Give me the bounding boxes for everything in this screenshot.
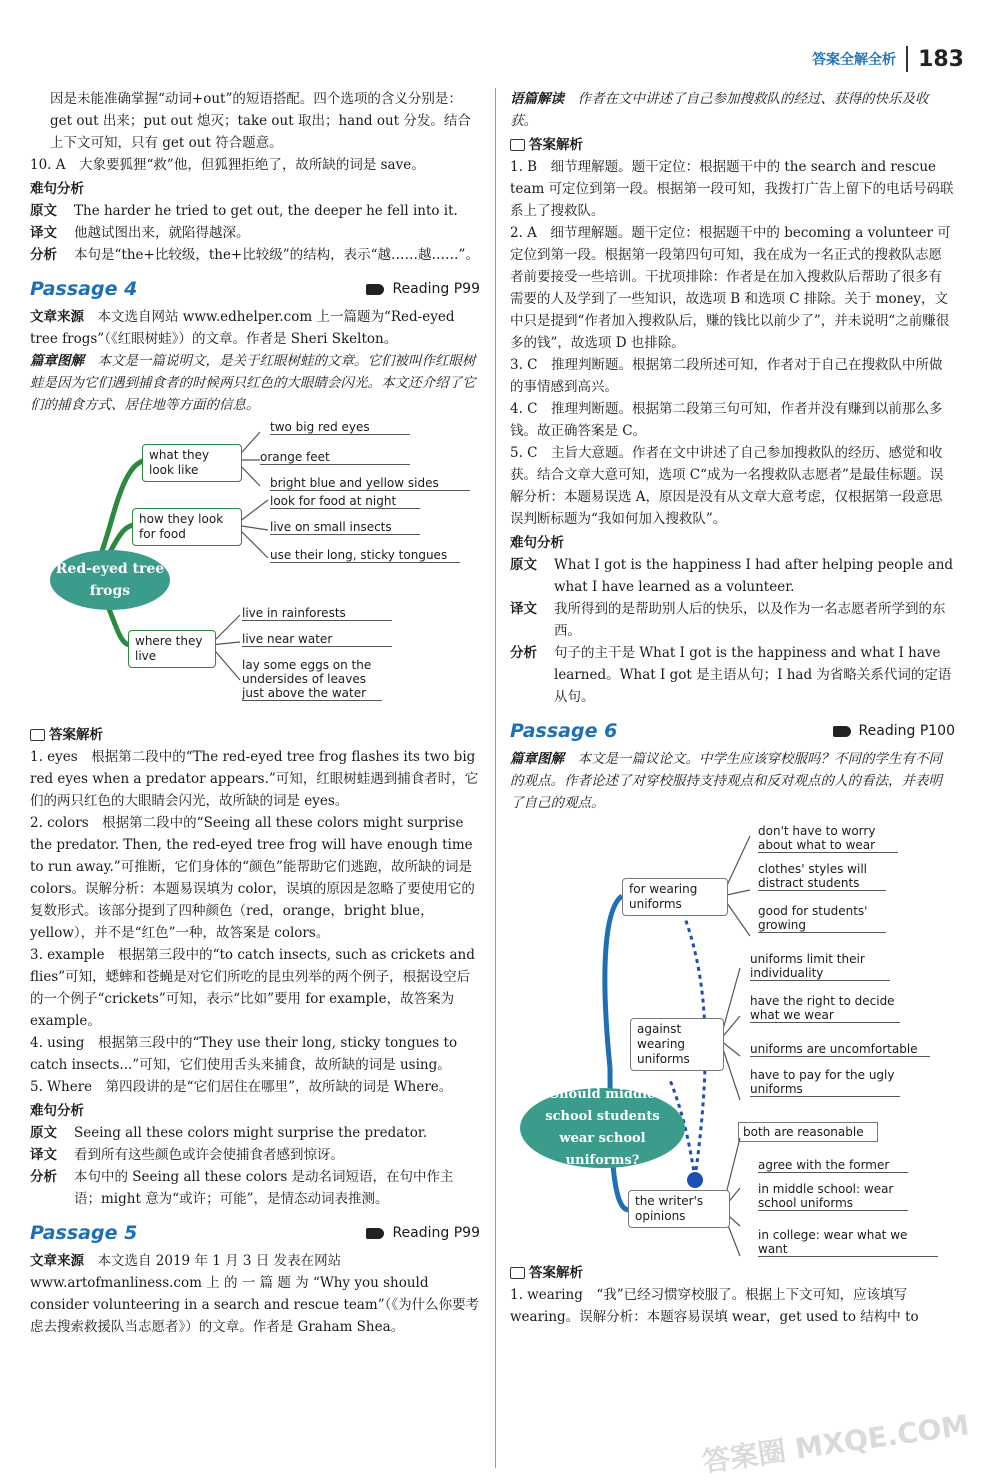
label-translation: 译文 bbox=[30, 225, 57, 241]
passage-title: Passage 5 bbox=[30, 1222, 138, 1244]
leaf: uniforms are uncomfortable bbox=[750, 1042, 930, 1057]
answer-item: 2. A 细节理解题。题干定位：根据题干中的 becoming a volunteer 可定位到第一段。根据第一段第四句可知，我在成为一名正式的搜救队志愿者前要接受一些培训。干扰项排除：作者是在加入搜救队后帮助了很多有需要的人及学到了一些知识，故选项 B 和选项 C 排除。关于 money，文中只是提到“作者加入搜救队后，赚的钱比以前少了”，并未说明“之前赚很多的钱”，故选项 D 也排除。 bbox=[510, 225, 951, 351]
pointing-hand-icon bbox=[366, 284, 384, 295]
leaf: in college: wear what we want bbox=[758, 1228, 938, 1257]
passage-title: Passage 6 bbox=[510, 720, 618, 742]
leaf: good for students' growing bbox=[758, 904, 886, 933]
central-topic: Red-eyed tree frogs bbox=[50, 550, 170, 610]
translation: 看到所有这些颜色或许会使捕食者感到惊讶。 bbox=[74, 1147, 344, 1163]
summary-label: 语篇解读 bbox=[510, 91, 564, 107]
left-column bbox=[30, 88, 480, 1338]
difficult-sentence-heading: 难句分析 bbox=[30, 1103, 84, 1119]
passage-5-heading bbox=[30, 1222, 480, 1244]
leaf: orange feet bbox=[260, 450, 410, 465]
column-divider bbox=[495, 88, 496, 1468]
reading-ref-text: Reading P100 bbox=[858, 723, 955, 739]
leaf: have the right to decide what we wear bbox=[750, 994, 900, 1023]
header-divider bbox=[906, 46, 908, 72]
analysis: 本句是“the+比较级，the+比较级”的结构，表示“越……越……”。 bbox=[74, 247, 479, 263]
translation: 我所得到的是帮助别人后的快乐，以及作为一名志愿者所学到的东西。 bbox=[554, 601, 946, 639]
source-body: 本文选自 2019 年 1 月 3 日 发表在网站 www.artofmanliness.com 上 的 一 篇 题 为 “Why you should consider volunteering in a search and rescue team”（《为什么你要考虑去搜索救援队当志愿者》）的文章。作者是 Graham Shea。 bbox=[30, 1253, 480, 1335]
answer-item: 1. eyes 根据第二段中的“The red-eyed tree frog flashes its two big red eyes when a predator appears.”可知，红眼树蛙遇到捕食者时，它们的两只红色的大眼睛会闪光，故所缺的词是 eyes。 bbox=[30, 749, 479, 809]
lock-icon bbox=[510, 1267, 525, 1279]
branch-food: how they look for food bbox=[132, 508, 242, 546]
structure-text bbox=[30, 350, 480, 416]
leaf: lay some eggs on the undersides of leaves just above the water bbox=[242, 658, 382, 701]
analysis: 本句中的 Seeing all these colors 是动名词短语，在句中作主语；might 意为“或许；可能”，是情态动词表推测。 bbox=[74, 1169, 454, 1207]
mind-map-frogs bbox=[30, 420, 480, 720]
structure-body: 本文是一篇说明文，是关于红眼树蛙的文章。它们被叫作红眼树蛙是因为它们遇到捕食者的时候两只红色的大眼睛会闪光。本文还介绍了它们的捕食方式、居住地等方面的信息。 bbox=[30, 353, 476, 413]
branch-against: against wearing uniforms bbox=[630, 1018, 724, 1071]
central-topic: Should middle school students wear school uniforms? bbox=[520, 1088, 685, 1168]
leaf: uniforms limit their individuality bbox=[750, 952, 890, 981]
label-analysis: 分析 bbox=[30, 1169, 57, 1185]
reading-ref bbox=[366, 1222, 480, 1244]
answer-10: 10. A 大象要狐狸“救”他，但狐狸拒绝了，故所缺的词是 save。 bbox=[30, 157, 425, 173]
original-sentence: The harder he tried to get out, the deeper he fell into it. bbox=[74, 203, 458, 219]
answers-heading-text: 答案解析 bbox=[529, 1265, 583, 1281]
original-sentence: Seeing all these colors might surprise the predator. bbox=[74, 1125, 428, 1141]
leaf: clothes' styles will distract students bbox=[758, 862, 886, 891]
answers-heading-text: 答案解析 bbox=[49, 727, 103, 743]
branch-live: where they live bbox=[128, 630, 216, 668]
lock-icon bbox=[510, 139, 525, 151]
structure-label: 篇章图解 bbox=[510, 751, 564, 767]
leaf: two big red eyes bbox=[270, 420, 410, 435]
pointing-hand-icon bbox=[366, 1228, 384, 1239]
original-sentence: What I got is the happiness I had after helping people and what I have learned as a volunteer. bbox=[554, 557, 954, 595]
leaf: use their long, sticky tongues bbox=[270, 548, 460, 563]
reading-ref bbox=[833, 720, 955, 742]
leaf: live on small insects bbox=[270, 520, 420, 535]
reading-ref bbox=[366, 278, 480, 300]
leaf: have to pay for the ugly uniforms bbox=[750, 1068, 900, 1097]
answer-item: 2. colors 根据第二段中的“Seeing all these colors might surprise the predator. Then, the red-eyed tree frog will have enough time to run away.”可推断，它们身体的“颜色”能帮助它们逃跑，故所缺的词是 colors。误解分析：本题易误填为 color，误填的原因是忽略了要使用它的复数形式。该部分提到了四种颜色（red，orange，bright blue，yellow），并不是“红色”一种，故答案是 colors。 bbox=[30, 815, 475, 941]
branch-look: what they look like bbox=[142, 444, 242, 482]
difficult-sentence-heading: 难句分析 bbox=[30, 181, 84, 197]
answer-item: 3. example 根据第三段中的“to catch insects, such as crickets and flies”可知，蟋蟀和苍蝇是对它们所吃的昆虫列举的两个例子，根据设空后的一个例子“crickets”可知，表示“比如”要用 for example，故答案为 example。 bbox=[30, 947, 475, 1029]
answer-item: 3. C 推理判断题。根据第二段所述可知，作者对于自己在搜救队中所做的事情感到高兴。 bbox=[510, 357, 943, 395]
lock-icon bbox=[30, 729, 45, 741]
header-label: 答案全解全析 bbox=[812, 52, 897, 68]
difficult-sentence-heading: 难句分析 bbox=[510, 535, 564, 551]
reading-ref-text: Reading P99 bbox=[392, 281, 480, 297]
structure-text bbox=[510, 748, 955, 814]
label-analysis: 分析 bbox=[510, 645, 537, 661]
structure-body: 本文是一篇议论文。中学生应该穿校服吗？不同的学生有不同的观点。作者论述了对穿校服持支持观点和反对观点的人的看法，并表明了自己的观点。 bbox=[510, 751, 942, 811]
analysis: 句子的主干是 What I got is the happiness and what I have learned。What I got 是主语从句；I had 为省略关系代词的定语从句。 bbox=[554, 645, 952, 705]
label-translation: 译文 bbox=[30, 1147, 57, 1163]
passage-6-heading bbox=[510, 720, 955, 742]
branch-for: for wearing uniforms bbox=[622, 878, 728, 916]
pointing-hand-icon bbox=[833, 726, 851, 737]
branch-writer: the writer's opinions bbox=[628, 1190, 730, 1228]
answers-heading bbox=[510, 1262, 955, 1284]
reading-ref-text: Reading P99 bbox=[392, 1225, 480, 1241]
label-translation: 译文 bbox=[510, 601, 537, 617]
source-body: 本文选自网站 www.edhelper.com 上一篇题为“Red-eyed tree frogs”（《红眼树蛙》）的文章。作者是 Sheri Skelton。 bbox=[30, 309, 455, 347]
answer-item: 1. wearing “我”已经习惯穿校服了。根据上下文可知，应该填写 wearing。误解分析：本题容易误填 wear，get used to 结构中 to bbox=[510, 1287, 919, 1325]
translation: 他越试图出来，就陷得越深。 bbox=[74, 225, 250, 241]
right-column bbox=[510, 88, 955, 1328]
answers-heading bbox=[510, 134, 955, 156]
answer-item: 5. C 主旨大意题。作者在文中讲述了自己参加搜救队的经历、感觉和收获。结合文章大意可知，选项 C“成为一名搜救队志愿者”是最佳标题。误解分析：本题易误选 A，原因是没有从文章大意考虑，仅根据第一段意思误判断标题为“我如何加入搜救队”。 bbox=[510, 445, 944, 527]
source-text bbox=[30, 306, 480, 350]
answers-heading-text: 答案解析 bbox=[529, 137, 583, 153]
leaf: both are reasonable bbox=[738, 1122, 878, 1142]
source-label: 文章来源 bbox=[30, 1253, 84, 1269]
mind-map-uniforms bbox=[510, 818, 955, 1258]
answers-heading bbox=[30, 724, 480, 746]
passage-title: Passage 4 bbox=[30, 278, 138, 300]
label-original: 原文 bbox=[30, 203, 57, 219]
leaf: live in rainforests bbox=[242, 606, 392, 621]
reading-summary bbox=[510, 88, 955, 132]
page-header bbox=[812, 46, 964, 72]
summary-body: 作者在文中讲述了自己参加搜救队的经过、获得的快乐及收获。 bbox=[510, 91, 929, 129]
leaf: in middle school: wear school uniforms bbox=[758, 1182, 908, 1211]
leaf: live near water bbox=[242, 632, 392, 647]
label-original: 原文 bbox=[510, 557, 537, 573]
source-label: 文章来源 bbox=[30, 309, 84, 325]
answer-item: 5. Where 第四段讲的是“它们居住在哪里”，故所缺的词是 Where。 bbox=[30, 1079, 453, 1095]
leaf: bright blue and yellow sides bbox=[270, 476, 470, 491]
watermark: 答案圈 MXQE.COM bbox=[700, 1408, 972, 1479]
passage-4-heading bbox=[30, 278, 480, 300]
label-analysis: 分析 bbox=[30, 247, 57, 263]
intro-text: 因是未能准确掌握“动词+out”的短语搭配。四个选项的含义分别是：get out 出来；put out 熄灭；take out 取出；hand out 分发。结合上下文可知，只有 get out 符合题意。 bbox=[50, 91, 471, 151]
leaf: don't have to worry about what to wear bbox=[758, 824, 898, 853]
answer-item: 4. C 推理判断题。根据第二段第三句可知，作者并没有赚到以前那么多钱。故正确答案是 C。 bbox=[510, 401, 943, 439]
label-original: 原文 bbox=[30, 1125, 57, 1141]
structure-label: 篇章图解 bbox=[30, 353, 84, 369]
leaf: look for food at night bbox=[270, 494, 420, 509]
answer-item: 4. using 根据第三段中的“They use their long, sticky tongues to catch insects...”可知，它们使用舌头来捕食，故所缺的词是 using。 bbox=[30, 1035, 458, 1073]
source-text bbox=[30, 1250, 480, 1338]
answer-item: 1. B 细节理解题。题干定位：根据题干中的 the search and rescue team 可定位到第一段。根据第一段可知，我拨打广告上留下的电话号码联系上了搜救队。 bbox=[510, 159, 954, 219]
leaf: agree with the former bbox=[758, 1158, 908, 1173]
page-number: 183 bbox=[918, 46, 964, 72]
